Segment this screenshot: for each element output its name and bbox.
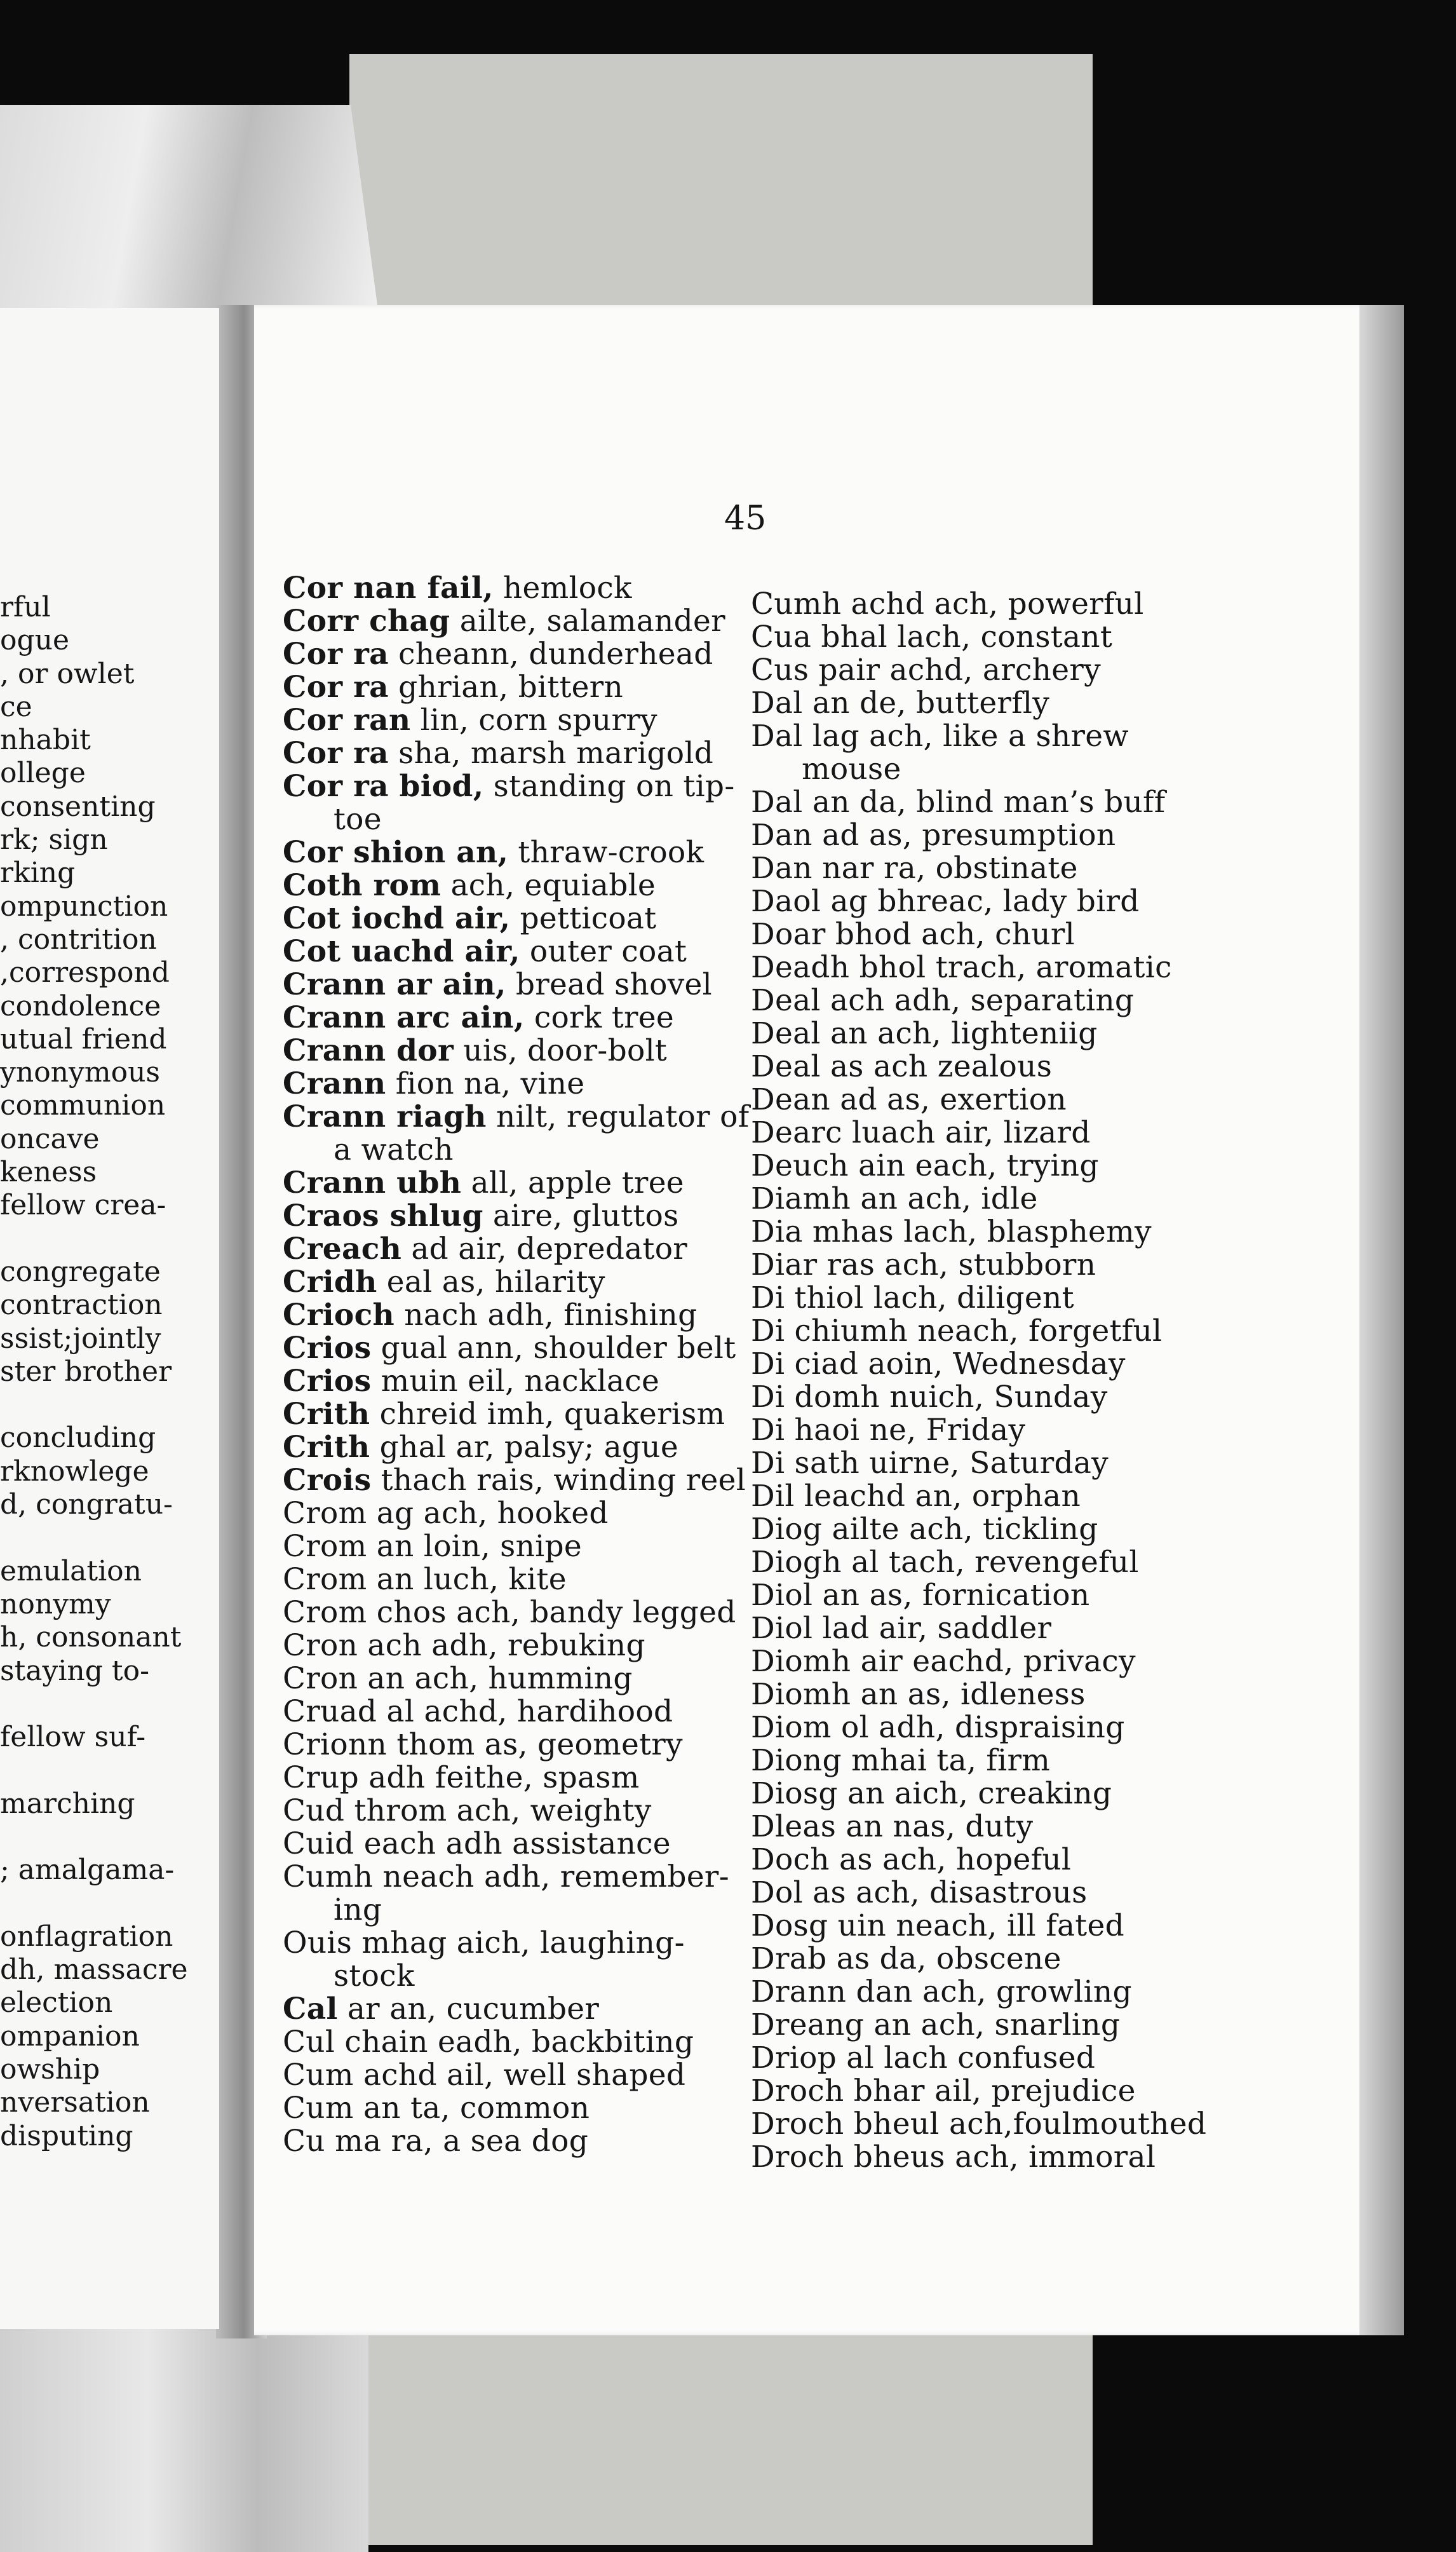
entry-headword: Crios bbox=[283, 1331, 372, 1366]
left-page-fragment: fellow crea- bbox=[0, 1189, 166, 1222]
entry-text: Cumh neach adh, remember- bbox=[283, 1859, 729, 1894]
entry-text: Diog ailte ach, tickling bbox=[751, 1512, 1098, 1547]
entry-text: nach adh, finishing bbox=[394, 1298, 698, 1333]
dictionary-entry bbox=[751, 654, 1183, 687]
left-page-fragment: consenting bbox=[0, 790, 156, 823]
entry-headword: Creach bbox=[283, 1232, 402, 1266]
dictionary-entry bbox=[751, 588, 1183, 621]
left-page-fragment: marching bbox=[0, 1787, 135, 1820]
left-page-fragment bbox=[0, 1688, 219, 1721]
left-page-text bbox=[0, 591, 219, 2153]
dictionary-entry bbox=[283, 572, 765, 605]
dictionary-entry bbox=[751, 1414, 1183, 1447]
entry-text: fion na, vine bbox=[386, 1066, 585, 1101]
dictionary-entry bbox=[283, 1001, 765, 1035]
entry-text: cheann, dunderhead bbox=[388, 637, 713, 672]
entry-text: Deal as ach zealous bbox=[751, 1049, 1053, 1084]
dictionary-entry bbox=[751, 819, 1183, 852]
entry-headword: Cal bbox=[283, 1992, 338, 2026]
entry-text: outer coat bbox=[520, 934, 687, 969]
entry-text: Dal an da, blind man’s buff bbox=[751, 785, 1166, 820]
dictionary-entry bbox=[283, 1200, 765, 1233]
dictionary-entry bbox=[283, 2092, 765, 2125]
dictionary-entry bbox=[283, 1035, 765, 1068]
left-page-fragment: rknowlege bbox=[0, 1455, 149, 1488]
entry-headword: Corr chag bbox=[283, 604, 450, 639]
dictionary-entry bbox=[283, 770, 765, 836]
dictionary-entry bbox=[283, 1993, 765, 2026]
dictionary-entry bbox=[751, 1678, 1183, 1711]
entry-text: eal as, hilarity bbox=[377, 1265, 605, 1300]
dictionary-entry bbox=[283, 836, 765, 869]
left-page-fragment: ster brother bbox=[0, 1355, 172, 1388]
left-page-fragment: onflagration bbox=[0, 1920, 173, 1953]
dictionary-entry bbox=[751, 1348, 1183, 1381]
left-page-fragment: ogue bbox=[0, 624, 70, 657]
dictionary-entry bbox=[751, 1381, 1183, 1414]
entry-text: Diosg an aich, creaking bbox=[751, 1776, 1112, 1811]
entry-text: Daol ag bhreac, lady bird bbox=[751, 884, 1140, 919]
left-page-fragment: utual friend bbox=[0, 1022, 167, 1055]
entry-headword: Cor shion an, bbox=[283, 835, 509, 870]
entry-text: all, apple tree bbox=[461, 1165, 684, 1200]
dictionary-entry bbox=[751, 918, 1183, 951]
entry-headword: Crios bbox=[283, 1364, 372, 1399]
entry-text: Cu ma ra, a sea dog bbox=[283, 2124, 589, 2159]
dictionary-entry bbox=[283, 1795, 765, 1828]
entry-text: Diogh al tach, revengeful bbox=[751, 1545, 1139, 1580]
left-page-fragment: fellow suf- bbox=[0, 1721, 146, 1754]
entry-text: Diar ras ach, stubborn bbox=[751, 1247, 1096, 1282]
dictionary-entry bbox=[751, 1183, 1183, 1216]
entry-headword: Crois bbox=[283, 1463, 372, 1498]
dictionary-entry bbox=[283, 704, 765, 737]
binding-tape-bottom bbox=[0, 2319, 368, 2552]
dictionary-entry bbox=[283, 605, 765, 638]
left-page-fragment: nversation bbox=[0, 2086, 150, 2119]
dictionary-entry bbox=[283, 2026, 765, 2059]
left-page-fragment bbox=[0, 1821, 219, 1854]
dictionary-entry bbox=[283, 1695, 765, 1728]
dictionary-entry bbox=[283, 1629, 765, 1662]
left-page-fragment bbox=[0, 1521, 219, 1554]
entry-text: Cud throm ach, weighty bbox=[283, 1793, 652, 1828]
entry-text: Dol as ach, disastrous bbox=[751, 1875, 1088, 1910]
entry-text: thach rais, winding reel bbox=[371, 1463, 746, 1498]
left-page-fragment: ompanion bbox=[0, 2019, 140, 2053]
entry-text: Dosg uin neach, ill fated bbox=[751, 1908, 1124, 1943]
entry-text: Deadh bhol trach, aromatic bbox=[751, 950, 1172, 985]
left-page-fragment: rking bbox=[0, 857, 76, 890]
page-number: 45 bbox=[724, 499, 767, 538]
entry-text: Crom chos ach, bandy legged bbox=[283, 1595, 736, 1630]
left-page-fragment: ompunction bbox=[0, 890, 168, 923]
dictionary-entry bbox=[751, 1612, 1183, 1645]
left-page-fragment: disputing bbox=[0, 2119, 133, 2152]
dictionary-entry bbox=[751, 1546, 1183, 1579]
entry-text: ar an, cucumber bbox=[337, 1992, 600, 2026]
dictionary-entry bbox=[283, 1431, 765, 1464]
entry-text: Dearc luach air, lizard bbox=[751, 1115, 1091, 1150]
dictionary-entry bbox=[751, 2107, 1207, 2141]
dictionary-entry bbox=[751, 2042, 1183, 2075]
entry-text: Cron ach adh, rebuking bbox=[283, 1628, 645, 1663]
entry-text: cork tree bbox=[524, 1000, 675, 1035]
dictionary-entry bbox=[751, 1249, 1183, 1282]
left-page-fragment: nonymy bbox=[0, 1587, 111, 1620]
entry-text: thraw-crook bbox=[508, 835, 704, 870]
dictionary-entry bbox=[283, 1167, 765, 1200]
entry-text: Diol an as, fornication bbox=[751, 1578, 1090, 1613]
entry-text: Di haoi ne, Friday bbox=[751, 1413, 1026, 1448]
entry-headword: Crann bbox=[283, 1066, 386, 1101]
entry-text: Dia mhas lach, blasphemy bbox=[751, 1214, 1152, 1249]
entry-text: Di sath uirne, Saturday bbox=[751, 1446, 1109, 1481]
entry-text: hemlock bbox=[493, 571, 632, 606]
entry-text: Droch bheus ach, immoral bbox=[751, 2140, 1156, 2175]
entry-text: sha, marsh marigold bbox=[388, 736, 714, 771]
entry-text: Cron an ach, humming bbox=[283, 1661, 633, 1696]
dictionary-entry bbox=[751, 1810, 1183, 1843]
left-page-fragment: ,correspond bbox=[0, 956, 170, 989]
entry-continuation: stock bbox=[334, 1958, 415, 1993]
entry-text: nilt, regulator of bbox=[486, 1099, 750, 1134]
dictionary-entry bbox=[751, 1513, 1183, 1546]
dictionary-entry bbox=[283, 869, 765, 902]
dictionary-entry bbox=[751, 951, 1183, 984]
left-page-fragment: dh, massacre bbox=[0, 1953, 188, 1986]
dictionary-entry bbox=[751, 1083, 1183, 1116]
entry-text: Diol lad air, saddler bbox=[751, 1611, 1052, 1646]
dictionary-entry bbox=[283, 638, 765, 671]
left-page-fragment: communion bbox=[0, 1089, 166, 1122]
entry-headword: Cor ra bbox=[283, 637, 389, 672]
entry-text: muin eil, nacklace bbox=[371, 1364, 660, 1399]
dictionary-entry bbox=[751, 687, 1183, 720]
entry-headword: Crann ar ain, bbox=[283, 967, 506, 1002]
entry-text: uis, door-bolt bbox=[454, 1033, 668, 1068]
left-page-fragment: rful bbox=[0, 591, 51, 623]
entry-headword: Coth rom bbox=[283, 868, 442, 903]
entry-text: Crom ag ach, hooked bbox=[283, 1496, 609, 1531]
dictionary-entry bbox=[751, 1050, 1183, 1083]
entry-text: Diong mhai ta, firm bbox=[751, 1743, 1051, 1778]
entry-text: Drann dan ach, growling bbox=[751, 1974, 1132, 2009]
entry-text: petticoat bbox=[510, 901, 657, 936]
entry-text: Deuch ain each, trying bbox=[751, 1148, 1099, 1183]
binding-tape-top bbox=[0, 105, 381, 334]
entry-text: Cumh achd ach, powerful bbox=[751, 587, 1144, 621]
dictionary-entry bbox=[283, 1927, 765, 1993]
entry-text: Drab as da, obscene bbox=[751, 1941, 1062, 1976]
dictionary-entry bbox=[283, 1662, 765, 1695]
entry-continuation: a watch bbox=[334, 1132, 454, 1167]
dictionary-entry bbox=[751, 1150, 1183, 1183]
dictionary-entry bbox=[751, 621, 1183, 654]
dictionary-entry bbox=[283, 1332, 765, 1365]
dictionary-entry bbox=[751, 2009, 1183, 2042]
entry-continuation: toe bbox=[334, 802, 382, 837]
entry-text: Ouis mhag aich, laughing- bbox=[283, 1925, 685, 1960]
entry-headword: Cot uachd air, bbox=[283, 934, 520, 969]
left-page-fragment: keness bbox=[0, 1156, 97, 1189]
entry-headword: Cridh bbox=[283, 1265, 377, 1300]
entry-headword: Crann riagh bbox=[283, 1099, 487, 1134]
dictionary-entry bbox=[751, 720, 1183, 786]
left-page-fragment: owship bbox=[0, 2053, 100, 2086]
entry-text: Crionn thom as, geometry bbox=[283, 1727, 683, 1762]
dictionary-entry bbox=[751, 1017, 1183, 1050]
entry-headword: Cor ra bbox=[283, 670, 389, 705]
dictionary-entry bbox=[751, 1282, 1183, 1315]
left-page-fragment: condolence bbox=[0, 989, 161, 1022]
entry-text: Dleas an nas, duty bbox=[751, 1809, 1034, 1844]
left-page-fragment: election bbox=[0, 1986, 113, 2019]
left-page-fragment: concluding bbox=[0, 1422, 156, 1455]
left-page-fragment: contraction bbox=[0, 1289, 163, 1322]
entry-text: standing on tip- bbox=[483, 769, 735, 804]
dictionary-entry bbox=[751, 1116, 1183, 1150]
entry-text: Cruad al achd, hardihood bbox=[283, 1694, 673, 1729]
dictionary-entry bbox=[751, 1216, 1183, 1249]
entry-text: Doar bhod ach, churl bbox=[751, 917, 1075, 952]
entry-headword: Crann dor bbox=[283, 1033, 454, 1068]
entry-text: Deal ach adh, separating bbox=[751, 983, 1135, 1018]
dictionary-entry bbox=[751, 2141, 1183, 2174]
dictionary-entry bbox=[751, 984, 1183, 1017]
dictionary-entry bbox=[751, 1315, 1183, 1348]
dictionary-entry bbox=[751, 1910, 1183, 1943]
entry-text: Cuid each adh assistance bbox=[283, 1826, 671, 1861]
dictionary-entry bbox=[283, 1233, 765, 1266]
dictionary-entry bbox=[283, 968, 765, 1001]
left-page-fragment: emulation bbox=[0, 1554, 142, 1587]
dictionary-entry bbox=[283, 1596, 765, 1629]
dictionary-entry bbox=[283, 1299, 765, 1332]
entry-text: Dal an de, butterfly bbox=[751, 686, 1050, 721]
entry-text: Di thiol lach, diligent bbox=[751, 1280, 1074, 1315]
entry-text: ghal ar, palsy; ague bbox=[370, 1430, 678, 1465]
dictionary-entry bbox=[751, 1447, 1183, 1480]
entry-text: aire, gluttos bbox=[483, 1198, 679, 1233]
entry-text: Cum an ta, common bbox=[283, 2091, 590, 2126]
entry-text: ghrian, bittern bbox=[388, 670, 624, 705]
entry-text: Di ciad aoin, Wednesday bbox=[751, 1347, 1126, 1381]
entry-text: Dal lag ach, like a shrew bbox=[751, 719, 1129, 754]
left-page-fragment: rk; sign bbox=[0, 824, 108, 857]
entry-text: ad air, depredator bbox=[401, 1232, 688, 1266]
left-page-fragment: oncave bbox=[0, 1122, 100, 1155]
entry-headword: Crith bbox=[283, 1430, 370, 1465]
left-page-fragment: staying to- bbox=[0, 1654, 149, 1687]
left-page-fragment: d, congratu- bbox=[0, 1488, 173, 1521]
entry-text: Droch bheul ach,foulmouthed bbox=[751, 2107, 1207, 2141]
left-page-fragment: ollege bbox=[0, 757, 86, 790]
dictionary-entry bbox=[751, 786, 1183, 819]
entry-text: Driop al lach confused bbox=[751, 2040, 1096, 2075]
dictionary-entry bbox=[283, 2059, 765, 2092]
entry-text: Dan ad as, presumption bbox=[751, 818, 1116, 853]
entry-text: Cul chain eadh, backbiting bbox=[283, 2025, 694, 2060]
left-page-fragment: congregate bbox=[0, 1255, 161, 1288]
dictionary-entry bbox=[283, 1530, 765, 1563]
entry-text: bread shovel bbox=[506, 967, 712, 1002]
left-page-fragment bbox=[0, 1388, 219, 1422]
dictionary-column-left bbox=[283, 572, 765, 2158]
left-page-fragment: ssist;jointly bbox=[0, 1322, 161, 1355]
dictionary-entry bbox=[751, 2075, 1183, 2108]
dictionary-entry bbox=[751, 1744, 1183, 1777]
dictionary-entry bbox=[751, 1480, 1183, 1513]
left-page-fragment: ynonymous bbox=[0, 1056, 161, 1089]
dictionary-entry bbox=[283, 1464, 765, 1497]
dictionary-entry bbox=[751, 1777, 1183, 1810]
dictionary-column-right bbox=[751, 587, 1207, 2175]
entry-headword: Craos shlug bbox=[283, 1198, 483, 1233]
entry-text: chreid imh, quakerism bbox=[370, 1397, 725, 1432]
dictionary-entry bbox=[283, 1861, 765, 1927]
entry-text: ailte, salamander bbox=[450, 604, 725, 639]
entry-text: Crom an luch, kite bbox=[283, 1562, 567, 1597]
dictionary-entry bbox=[283, 1563, 765, 1596]
entry-text: Droch bhar ail, prejudice bbox=[751, 2074, 1136, 2108]
dictionary-entry bbox=[283, 737, 765, 770]
dictionary-entry bbox=[283, 1365, 765, 1398]
dictionary-entry bbox=[283, 671, 765, 704]
dictionary-entry bbox=[283, 1728, 765, 1761]
dictionary-entry bbox=[751, 1943, 1183, 1976]
entry-headword: Crann ubh bbox=[283, 1165, 462, 1200]
entry-text: Cum achd ail, well shaped bbox=[283, 2058, 686, 2093]
entry-text: Diomh air eachd, privacy bbox=[751, 1644, 1136, 1679]
left-page-fragment: , contrition bbox=[0, 923, 157, 956]
entry-text: ach, equiable bbox=[441, 868, 656, 903]
left-page-fragment: nhabit bbox=[0, 724, 91, 757]
entry-headword: Cor ran bbox=[283, 703, 411, 738]
entry-text: Dan nar ra, obstinate bbox=[751, 851, 1078, 886]
entry-headword: Crann arc ain, bbox=[283, 1000, 525, 1035]
left-page-fragment bbox=[0, 1887, 219, 1920]
left-page-fragment: h, consonant bbox=[0, 1621, 182, 1654]
page-edge bbox=[1359, 305, 1404, 2335]
dictionary-entry bbox=[751, 1843, 1183, 1877]
entry-continuation: ing bbox=[334, 1892, 382, 1927]
dictionary-entry bbox=[283, 1068, 765, 1101]
entry-text: Deal an ach, lighteniig bbox=[751, 1016, 1098, 1051]
entry-text: Cus pair achd, archery bbox=[751, 653, 1101, 688]
dictionary-entry bbox=[283, 1761, 765, 1795]
dictionary-entry bbox=[751, 1976, 1183, 2009]
entry-text: Di domh nuich, Sunday bbox=[751, 1380, 1108, 1415]
dictionary-entry bbox=[283, 1398, 765, 1431]
dictionary-entry bbox=[751, 852, 1183, 885]
entry-text: Dreang an ach, snarling bbox=[751, 2007, 1121, 2042]
entry-continuation: mouse bbox=[802, 752, 901, 787]
entry-text: gual ann, shoulder belt bbox=[371, 1331, 736, 1366]
entry-text: Di chiumh neach, forgetful bbox=[751, 1313, 1163, 1348]
entry-text: Diomh an as, idleness bbox=[751, 1677, 1086, 1712]
entry-headword: Cor ra biod, bbox=[283, 769, 484, 804]
dictionary-entry bbox=[283, 1828, 765, 1861]
entry-text: Diom ol adh, dispraising bbox=[751, 1710, 1125, 1745]
entry-text: Dil leachd an, orphan bbox=[751, 1479, 1081, 1514]
entry-text: Dean ad as, exertion bbox=[751, 1082, 1067, 1117]
dictionary-entry bbox=[751, 1645, 1183, 1678]
entry-text: Diamh an ach, idle bbox=[751, 1181, 1038, 1216]
left-page-fragment: ; amalgama- bbox=[0, 1854, 175, 1887]
entry-headword: Cor nan fail, bbox=[283, 571, 494, 606]
dictionary-entry bbox=[283, 1497, 765, 1530]
entry-text: Crup adh feithe, spasm bbox=[283, 1760, 640, 1795]
entry-headword: Cot iochd air, bbox=[283, 901, 511, 936]
left-page-fragment bbox=[0, 1754, 219, 1787]
dictionary-entry bbox=[751, 1579, 1183, 1612]
entry-headword: Crith bbox=[283, 1397, 370, 1432]
dictionary-entry bbox=[751, 885, 1183, 918]
left-page-fragment: , or owlet bbox=[0, 657, 135, 690]
dictionary-entry bbox=[283, 1266, 765, 1299]
entry-text: Crom an loin, snipe bbox=[283, 1529, 582, 1564]
dictionary-entry bbox=[283, 1101, 765, 1167]
entry-text: Cua bhal lach, constant bbox=[751, 620, 1113, 655]
dictionary-entry bbox=[283, 2125, 765, 2158]
left-page-fragment bbox=[0, 1223, 219, 1256]
left-page-fragment: ce bbox=[0, 690, 32, 723]
entry-text: lin, corn spurry bbox=[410, 703, 657, 738]
dictionary-entry bbox=[751, 1711, 1183, 1744]
entry-headword: Crioch bbox=[283, 1298, 394, 1333]
dictionary-entry bbox=[283, 935, 765, 968]
entry-headword: Cor ra bbox=[283, 736, 389, 771]
dictionary-entry bbox=[751, 1877, 1183, 1910]
entry-text: Doch as ach, hopeful bbox=[751, 1842, 1072, 1877]
dictionary-entry bbox=[283, 902, 765, 935]
